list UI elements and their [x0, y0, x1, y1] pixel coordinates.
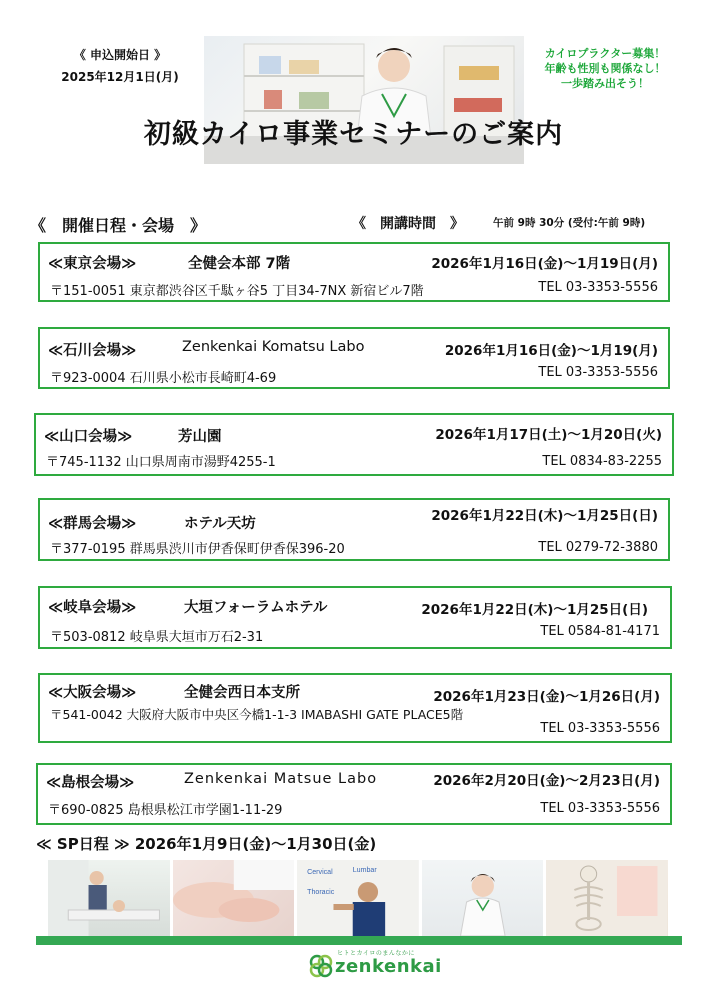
photo-strip [48, 860, 668, 936]
venue-tel: TEL 0584-81-4171 [540, 624, 660, 639]
recruit-message [530, 46, 680, 91]
venue-tel: TEL 0279-72-3880 [538, 540, 658, 555]
venue-tel: TEL 0834-83-2255 [542, 454, 662, 469]
venue-name: ≪山口会場≫ [44, 429, 133, 445]
venue-place: 芳山園 [178, 429, 222, 445]
schedule-heading: 《 開催日程・会場 》 [30, 216, 207, 235]
svg-text:Thoracic: Thoracic [307, 889, 335, 896]
time-value: 午前 9時 30分 (受付:午前 9時) [493, 217, 646, 229]
venue-tel: TEL 03-3353-5556 [538, 280, 658, 295]
venue-address: 〒745-1132 山口県周南市湯野4255-1 [46, 455, 276, 470]
logo-tagline: ヒトとカイロのまんなかに [337, 950, 415, 957]
venue-card [36, 763, 672, 825]
venue-card [38, 498, 670, 561]
logo-block [305, 948, 442, 988]
venue-name: ≪島根会場≫ [46, 775, 135, 791]
instructor-photo [297, 860, 419, 936]
venue-name: ≪石川会場≫ [48, 343, 137, 359]
staff-photo [422, 860, 544, 936]
venue-address: 〒541-0042 大阪府大阪市中央区今橋1-1-3 IMABASHI GATE PLACE5階 [50, 707, 464, 722]
venue-card [38, 673, 672, 743]
venue-date: 2026年1月22日(木)～1月25日(日) [421, 602, 648, 618]
sp-schedule: ≪ SP日程 ≫ 2026年1月9日(金)～1月30日(金) [36, 835, 377, 853]
venue-place: 全健会西日本支所 [184, 685, 300, 701]
venue-place: ホテル天坊 [184, 516, 256, 532]
zenkenkai-logo [0, 948, 707, 988]
venue-name: ≪群馬会場≫ [48, 516, 137, 532]
svg-text:Cervical: Cervical [307, 869, 333, 876]
venue-card [38, 242, 670, 302]
venue-address: 〒377-0195 群馬県渋川市伊香保町伊香保396-20 [50, 542, 345, 557]
venue-address: 〒151-0051 東京都渋谷区千駄ヶ谷5 丁目34-7NX 新宿ビル7階 [50, 284, 424, 299]
application-start [40, 44, 200, 88]
venue-date: 2026年1月16日(金)～1月19日(月) [431, 256, 658, 272]
venue-date: 2026年1月16日(金)～1月19(月) [444, 343, 658, 359]
venue-name: ≪岐阜会場≫ [48, 600, 137, 616]
footer-band [36, 936, 682, 945]
page-title: 初級カイロ事業セミナーのご案内 [143, 119, 564, 150]
venue-tel: TEL 03-3353-5556 [540, 801, 660, 816]
venue-date: 2026年1月22日(木)～1月25日(日) [431, 508, 658, 524]
venue-address: 〒690-0825 島根県松江市学園1-11-29 [48, 803, 283, 818]
venue-tel: TEL 03-3353-5556 [538, 365, 658, 380]
skeleton-photo [546, 860, 668, 936]
time-heading: 《 開講時間 》 [352, 216, 464, 232]
recruit-line: カイロプラクター募集！ [544, 47, 666, 60]
venue-date: 2026年2月20日(金)～2月23日(月) [433, 773, 660, 789]
clover-icon [309, 954, 333, 980]
recruit-line: 年齢も性別も関係なし！ [544, 62, 666, 75]
logo-text: zenkenkai [335, 956, 442, 977]
massage-photo [173, 860, 295, 936]
application-start-date: 2025年12月1日(月) [61, 70, 179, 84]
venue-name: ≪大阪会場≫ [48, 685, 137, 701]
svg-text:Lumbar: Lumbar [352, 867, 377, 874]
venue-place: 全健会本部 7階 [188, 256, 291, 272]
venue-name: ≪東京会場≫ [48, 256, 137, 272]
treatment-photo [48, 860, 170, 936]
venue-card [38, 327, 670, 389]
venue-card [38, 586, 672, 649]
venue-place: Zenkenkai Komatsu Labo [182, 339, 365, 355]
application-start-label: 《 申込開始日 》 [73, 48, 167, 62]
recruit-line: 一歩踏み出そう！ [561, 77, 649, 90]
venue-place: 大垣フォーラムホテル [184, 600, 328, 616]
venue-place: Zenkenkai Matsue Labo [184, 771, 378, 787]
venue-date: 2026年1月23日(金)～1月26日(月) [433, 689, 660, 705]
venue-address: 〒503-0812 岐阜県大垣市万石2-31 [50, 630, 264, 645]
venue-date: 2026年1月17日(土)～1月20日(火) [435, 427, 662, 443]
venue-address: 〒923-0004 石川県小松市長崎町4-69 [50, 371, 277, 386]
venue-tel: TEL 03-3353-5556 [540, 721, 660, 736]
venue-card [34, 413, 674, 476]
